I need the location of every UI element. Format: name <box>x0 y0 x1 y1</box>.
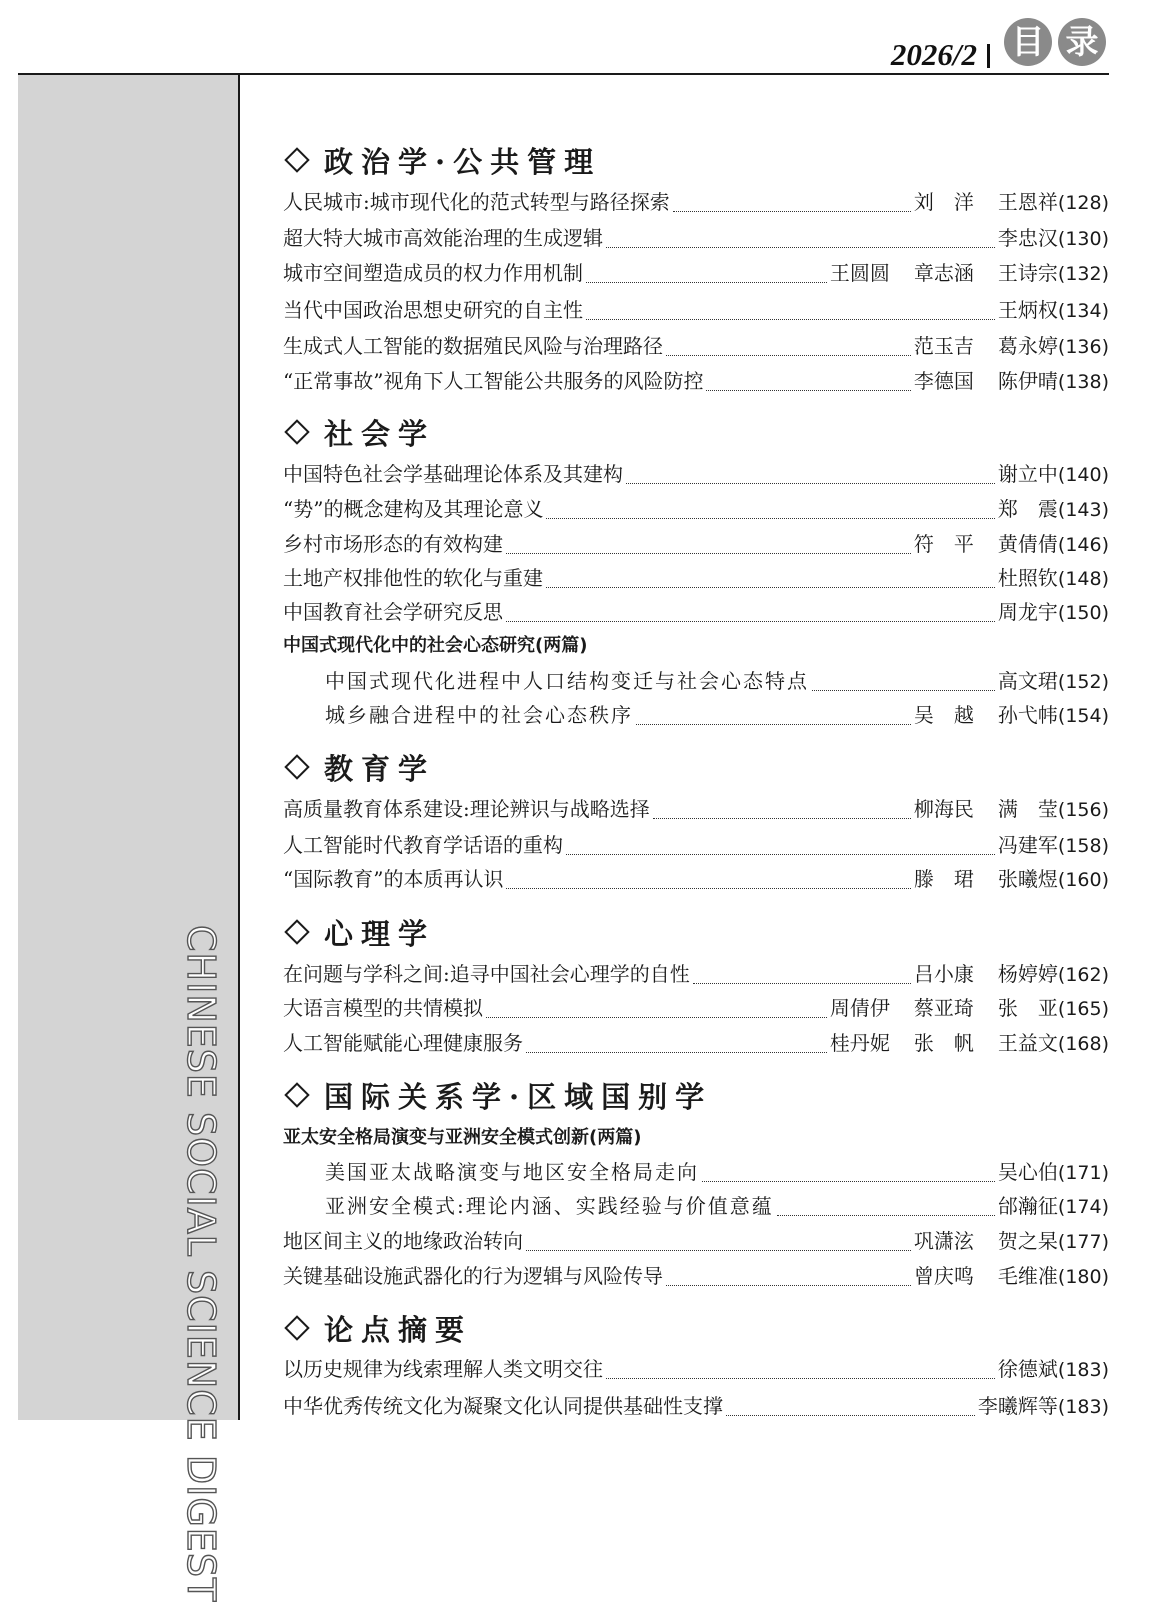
entry-authors <box>998 492 1109 526</box>
toc-entry[interactable] <box>283 256 1109 290</box>
author-name: 范玉吉 <box>913 334 974 358</box>
page-number: (180) <box>1057 1266 1109 1288</box>
entry-authors <box>914 792 1109 826</box>
leader-dots <box>673 185 911 212</box>
entry-authors <box>998 221 1109 255</box>
author-name: 谢立中 <box>997 462 1058 486</box>
leader-dots <box>606 1352 995 1379</box>
author-name: 李忠汉 <box>997 226 1058 250</box>
toc-entry[interactable] <box>283 1026 1109 1060</box>
entry-authors <box>914 329 1109 363</box>
toc-entry[interactable] <box>283 862 1109 896</box>
entry-title: 土地产权排他性的软化与重建 <box>283 566 543 590</box>
author-name: 符 平 <box>913 532 974 556</box>
contents-badge-2: 录 <box>1058 18 1106 66</box>
section-title-text: 社会学 <box>324 417 436 451</box>
author-name: 李曦辉等 <box>977 1394 1058 1418</box>
entry-title: 关键基础设施武器化的行为逻辑与风险传导 <box>283 1264 663 1288</box>
section-title <box>283 1077 712 1117</box>
entry-authors <box>914 698 1109 732</box>
author-name: 徐德斌 <box>997 1357 1058 1381</box>
author-name: 桂丹妮 <box>829 1031 890 1055</box>
entry-authors <box>998 828 1109 862</box>
page-number: (168) <box>1057 1033 1109 1055</box>
page-number: (183) <box>1057 1359 1109 1381</box>
author-name: 刘 洋 <box>913 190 974 214</box>
toc-entry[interactable] <box>283 595 1109 629</box>
page-number: (138) <box>1057 371 1109 393</box>
entry-title: 亚洲安全模式:理论内涵、实践经验与价值意蕴 <box>325 1194 774 1218</box>
page-number: (152) <box>1057 671 1109 693</box>
toc-entry[interactable] <box>283 492 1109 526</box>
entry-authors <box>998 1155 1109 1189</box>
page-number: (160) <box>1057 869 1109 891</box>
author-name: 王圆圆 <box>829 261 890 285</box>
entry-authors <box>998 1189 1109 1223</box>
leader-dots <box>526 1224 911 1251</box>
author-name: 李德国 <box>913 369 974 393</box>
entry-authors <box>998 595 1109 629</box>
page-number: (146) <box>1057 534 1109 556</box>
entry-title: 在问题与学科之间:追寻中国社会心理学的自性 <box>283 962 690 986</box>
leader-dots <box>606 221 995 248</box>
author-name: 黄倩倩 <box>997 532 1058 556</box>
author-name: 王益文 <box>997 1031 1058 1055</box>
entry-authors <box>998 561 1109 595</box>
leader-dots <box>666 1259 911 1286</box>
toc-entry[interactable] <box>283 1352 1109 1386</box>
author-name: 杜照钦 <box>997 566 1058 590</box>
entry-authors <box>998 664 1109 698</box>
author-name: 蔡亚琦 <box>913 996 974 1020</box>
page-number: (171) <box>1057 1162 1109 1184</box>
entry-title: 高质量教育体系建设:理论辨识与战略选择 <box>283 797 650 821</box>
entry-title: 人工智能时代教育学话语的重构 <box>283 833 563 857</box>
author-name: 陈伊晴 <box>997 369 1058 393</box>
entry-title: 中国特色社会学基础理论体系及其建构 <box>283 462 623 486</box>
section-title <box>283 749 435 789</box>
leader-dots <box>486 991 827 1018</box>
toc-entry[interactable] <box>283 792 1109 826</box>
toc-entry[interactable] <box>283 561 1109 595</box>
toc-entry[interactable] <box>283 364 1109 398</box>
page-number: (177) <box>1057 1231 1109 1253</box>
entry-title: 中国式现代化进程中人口结构变迁与社会心态特点 <box>325 669 809 693</box>
toc-entry[interactable] <box>283 1224 1109 1258</box>
author-name: 冯建军 <box>997 833 1058 857</box>
diamond-icon <box>284 1315 309 1340</box>
author-name: 毛维准 <box>997 1264 1058 1288</box>
issue-separator <box>987 44 990 68</box>
entry-authors <box>914 862 1109 896</box>
journal-name-vertical: CHINESE SOCIAL SCIENCE DIGEST <box>179 925 223 1602</box>
toc-entry[interactable] <box>283 991 1109 1025</box>
section-title-text: 政治学·公共管理 <box>324 145 602 179</box>
page-number: (128) <box>1057 192 1109 214</box>
entry-title: 中国教育社会学研究反思 <box>283 600 503 624</box>
entry-authors <box>914 364 1109 398</box>
page-number: (132) <box>1057 263 1109 285</box>
toc-entry[interactable] <box>283 329 1109 363</box>
section-title-text: 论点摘要 <box>324 1313 473 1347</box>
section-title-text: 心理学 <box>324 917 436 951</box>
entry-title: 超大特大城市高效能治理的生成逻辑 <box>283 226 603 250</box>
leader-dots <box>506 527 911 554</box>
leader-dots <box>526 1026 827 1053</box>
author-name: 柳海民 <box>913 797 974 821</box>
group-title: 中国式现代化中的社会心态研究(两篇) <box>283 635 588 656</box>
toc-entry[interactable] <box>283 828 1109 862</box>
leader-dots <box>506 595 995 622</box>
entry-title: 美国亚太战略演变与地区安全格局走向 <box>325 1160 699 1184</box>
leader-dots <box>586 293 995 320</box>
author-name: 满 莹 <box>997 797 1058 821</box>
toc-entry[interactable] <box>283 221 1109 255</box>
toc-subentry[interactable] <box>325 1155 1109 1189</box>
page-number: (165) <box>1057 998 1109 1020</box>
toc-entry[interactable] <box>283 457 1109 491</box>
leader-dots <box>666 329 911 356</box>
entry-authors <box>914 1259 1109 1293</box>
page-number: (136) <box>1057 336 1109 358</box>
entry-title: 人工智能赋能心理健康服务 <box>283 1031 523 1055</box>
page-number: (156) <box>1057 799 1109 821</box>
leader-dots <box>693 957 911 984</box>
page-number: (158) <box>1057 835 1109 857</box>
entry-authors <box>998 457 1109 491</box>
toc-entry[interactable] <box>283 957 1109 991</box>
entry-authors <box>914 185 1109 219</box>
page-number: (183) <box>1057 1396 1109 1418</box>
entry-title: “正常事故”视角下人工智能公共服务的风险防控 <box>283 369 704 393</box>
author-name: 高文珺 <box>997 669 1058 693</box>
author-name: 滕 珺 <box>913 867 974 891</box>
diamond-icon <box>284 419 309 444</box>
author-name: 周龙宇 <box>997 600 1058 624</box>
toc-entry[interactable] <box>283 1259 1109 1293</box>
section-title <box>283 1310 472 1350</box>
page-number: (174) <box>1057 1196 1109 1218</box>
author-name: 贺之杲 <box>997 1229 1058 1253</box>
author-name: 巩潇泫 <box>913 1229 974 1253</box>
page-number: (130) <box>1057 228 1109 250</box>
leader-dots <box>636 698 911 725</box>
author-name: 孙弋帏 <box>997 703 1058 727</box>
leader-dots <box>546 561 995 588</box>
author-name: 吴 越 <box>913 703 974 727</box>
author-name: 周倩伊 <box>829 996 890 1020</box>
leader-dots <box>812 664 995 691</box>
toc-entry[interactable] <box>283 527 1109 561</box>
leader-dots <box>586 256 827 283</box>
section-title <box>283 414 435 454</box>
entry-title: 当代中国政治思想史研究的自主性 <box>283 298 583 322</box>
entry-title: 中华优秀传统文化为凝聚文化认同提供基础性支撑 <box>283 1394 723 1418</box>
entry-title: 地区间主义的地缘政治转向 <box>283 1229 523 1253</box>
author-name: 张曦煜 <box>997 867 1058 891</box>
entry-title: “国际教育”的本质再认识 <box>283 867 504 891</box>
entry-authors <box>998 1352 1109 1386</box>
section-title-text: 教育学 <box>324 752 436 786</box>
leader-dots <box>653 792 911 819</box>
author-name: 曾庆鸣 <box>913 1264 974 1288</box>
author-name: 王恩祥 <box>997 190 1058 214</box>
entry-title: 人民城市:城市现代化的范式转型与路径探索 <box>283 190 670 214</box>
page-number: (162) <box>1057 964 1109 986</box>
author-name: 杨婷婷 <box>997 962 1058 986</box>
page-number: (150) <box>1057 602 1109 624</box>
author-name: 吕小康 <box>913 962 974 986</box>
entry-title: 生成式人工智能的数据殖民风险与治理路径 <box>283 334 663 358</box>
leader-dots <box>566 828 995 855</box>
entry-title: 以历史规律为线索理解人类文明交往 <box>283 1357 603 1381</box>
toc-subentry[interactable] <box>325 698 1109 732</box>
page-number: (140) <box>1057 464 1109 486</box>
section-title <box>283 142 601 182</box>
entry-title: 城乡融合进程中的社会心态秩序 <box>325 703 633 727</box>
entry-authors <box>914 957 1109 991</box>
page-number: (148) <box>1057 568 1109 590</box>
issue-number: 2026/2 <box>890 37 977 72</box>
entry-authors <box>978 1389 1109 1423</box>
leader-dots <box>546 492 994 519</box>
author-name: 张 帆 <box>913 1031 974 1055</box>
group-title: 亚太安全格局演变与亚洲安全模式创新(两篇) <box>283 1127 642 1148</box>
diamond-icon <box>284 919 309 944</box>
author-name: 邰瀚征 <box>997 1194 1058 1218</box>
section-title <box>283 914 435 954</box>
entry-authors <box>830 256 1109 290</box>
entry-authors <box>830 991 1109 1025</box>
entry-authors <box>914 1224 1109 1258</box>
toc-subentry[interactable] <box>325 664 1109 698</box>
leader-dots <box>726 1389 975 1416</box>
author-name: 王炳权 <box>997 298 1058 322</box>
author-name: 葛永婷 <box>997 334 1058 358</box>
diamond-icon <box>284 1082 309 1107</box>
author-name: 王诗宗 <box>997 261 1058 285</box>
toc-entry[interactable] <box>283 1389 1109 1423</box>
entry-title: “势”的概念建构及其理论意义 <box>283 497 544 521</box>
entry-title: 乡村市场形态的有效构建 <box>283 532 503 556</box>
toc-entry[interactable] <box>283 293 1109 327</box>
entry-title: 城市空间塑造成员的权力作用机制 <box>283 261 583 285</box>
page-number: (154) <box>1057 705 1109 727</box>
leader-dots <box>706 364 910 391</box>
leader-dots <box>506 862 910 889</box>
contents-badge-1: 目 <box>1004 18 1052 66</box>
leader-dots <box>702 1155 995 1182</box>
author-name: 吴心伯 <box>997 1160 1058 1184</box>
entry-authors <box>830 1026 1109 1060</box>
page-number: (143) <box>1057 499 1109 521</box>
diamond-icon <box>284 754 309 779</box>
leader-dots <box>777 1189 995 1216</box>
leader-dots <box>626 457 995 484</box>
entry-authors <box>914 527 1109 561</box>
author-name: 张 亚 <box>997 996 1058 1020</box>
author-name: 郑 震 <box>997 497 1058 521</box>
page-number: (134) <box>1057 300 1109 322</box>
toc-entry[interactable] <box>283 185 1109 219</box>
section-title-text: 国际关系学·区域国别学 <box>324 1080 713 1114</box>
diamond-icon <box>284 147 309 172</box>
author-name: 章志涵 <box>913 261 974 285</box>
entry-title: 大语言模型的共情模拟 <box>283 996 483 1020</box>
entry-authors <box>998 293 1109 327</box>
toc-subentry[interactable] <box>325 1189 1109 1223</box>
